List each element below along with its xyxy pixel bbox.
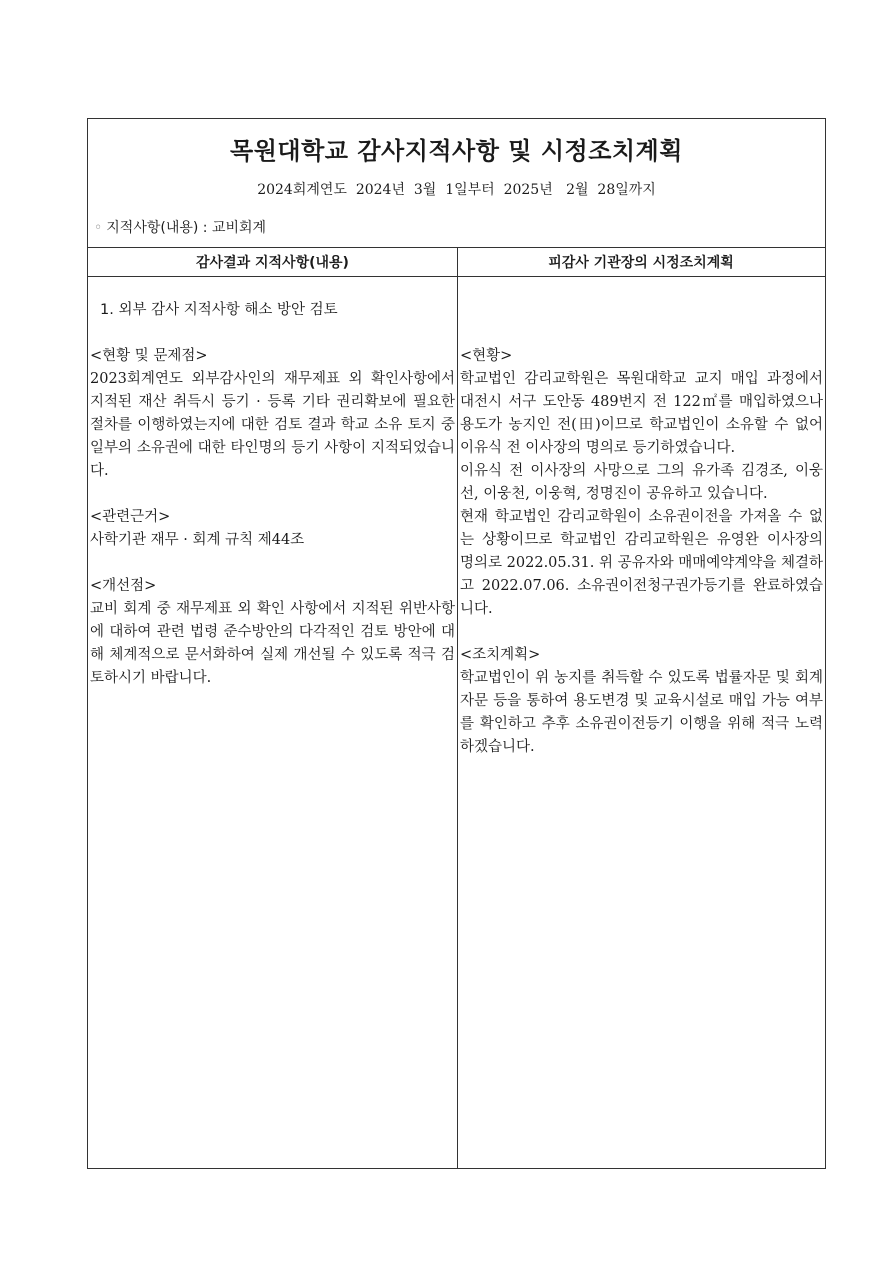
current-status-paragraph-3: 현재 학교법인 감리교학원이 소유권이전을 가져올 수 없는 상황이므로 학교법인 감리교학원은 유영완 이사장의 명의로 2022.05.31. 위 공유자와 매매예약계약을 체결하고 2022.07.06. 소유권이전청구권가등기를 완료하였습니다. (460, 509, 823, 617)
improvement-text: 교비 회계 중 재무제표 외 확인 사항에서 지적된 위반사항에 대하여 관련 법령 준수방안의 다각적인 검토 방안에 대해 체계적으로 문서화하여 실제 개선될 수 있도록 적극 검토하시기 바랍니다. (90, 601, 455, 686)
fiscal-period: 2024회계연도 2024년 3월 1일부터 2025년 2월 28일까지 (257, 182, 656, 198)
legal-basis-label: <관련근거> (90, 509, 171, 525)
bullet-icon: ◦ (94, 220, 103, 236)
current-status-paragraph-1: 학교법인 감리교학원은 목원대학교 교지 매입 과정에서 대전시 서구 도안동 489번지 전 122㎡를 매입하였으나 용도가 농지인 전(田)이므로 학교법인이 소유할 수 없어 이유식 전 이사장의 명의로 등기하였습니다. (460, 371, 823, 456)
improvement-label: <개선점> (90, 578, 157, 594)
document-title: 목원대학교 감사지적사항 및 시정조치계획 (230, 137, 683, 165)
header-audit-findings: 감사결과 지적사항(내용) (196, 255, 349, 271)
corrective-plan-column (460, 299, 823, 759)
legal-basis-text: 사학기관 재무 · 회계 규칙 제44조 (90, 532, 305, 548)
action-plan-label: <조치계획> (460, 647, 541, 663)
column-divider (457, 247, 458, 1168)
current-status-paragraph-2: 이유식 전 이사장의 사망으로 그의 유가족 김경조, 이웅선, 이웅천, 이웅혁, 정명진이 공유하고 있습니다. (460, 463, 823, 502)
header-corrective-plan: 피감사 기관장의 시정조치계획 (548, 255, 734, 271)
action-plan-text: 학교법인이 위 농지를 취득할 수 있도록 법률자문 및 회계자문 등을 통하여 용도변경 및 교육시설로 매입 가능 여부를 확인하고 추후 소유권이전등기 이행을 위해 적극 노력하겠습니다. (460, 670, 823, 755)
status-problem-text: 2023회계연도 외부감사인의 재무제표 외 확인사항에서 지적된 재산 취득시 등기 · 등록 기타 권리확보에 필요한 절차를 이행하였는지에 대한 검토 결과 학교 소유 토지 중 일부의 소유권에 대한 타인명의 등기 사항이 지적되었습니다. (90, 371, 455, 479)
subject-line (94, 217, 266, 237)
finding-item-title: 1. 외부 감사 지적사항 해소 방안 검토 (100, 302, 338, 318)
current-status-label: <현황> (460, 348, 513, 364)
document-frame (87, 118, 826, 1169)
subject-text: 지적사항(내용) : 교비회계 (106, 220, 267, 236)
status-problem-label: <현황 및 문제점> (90, 348, 208, 364)
audit-findings-column (90, 299, 455, 690)
